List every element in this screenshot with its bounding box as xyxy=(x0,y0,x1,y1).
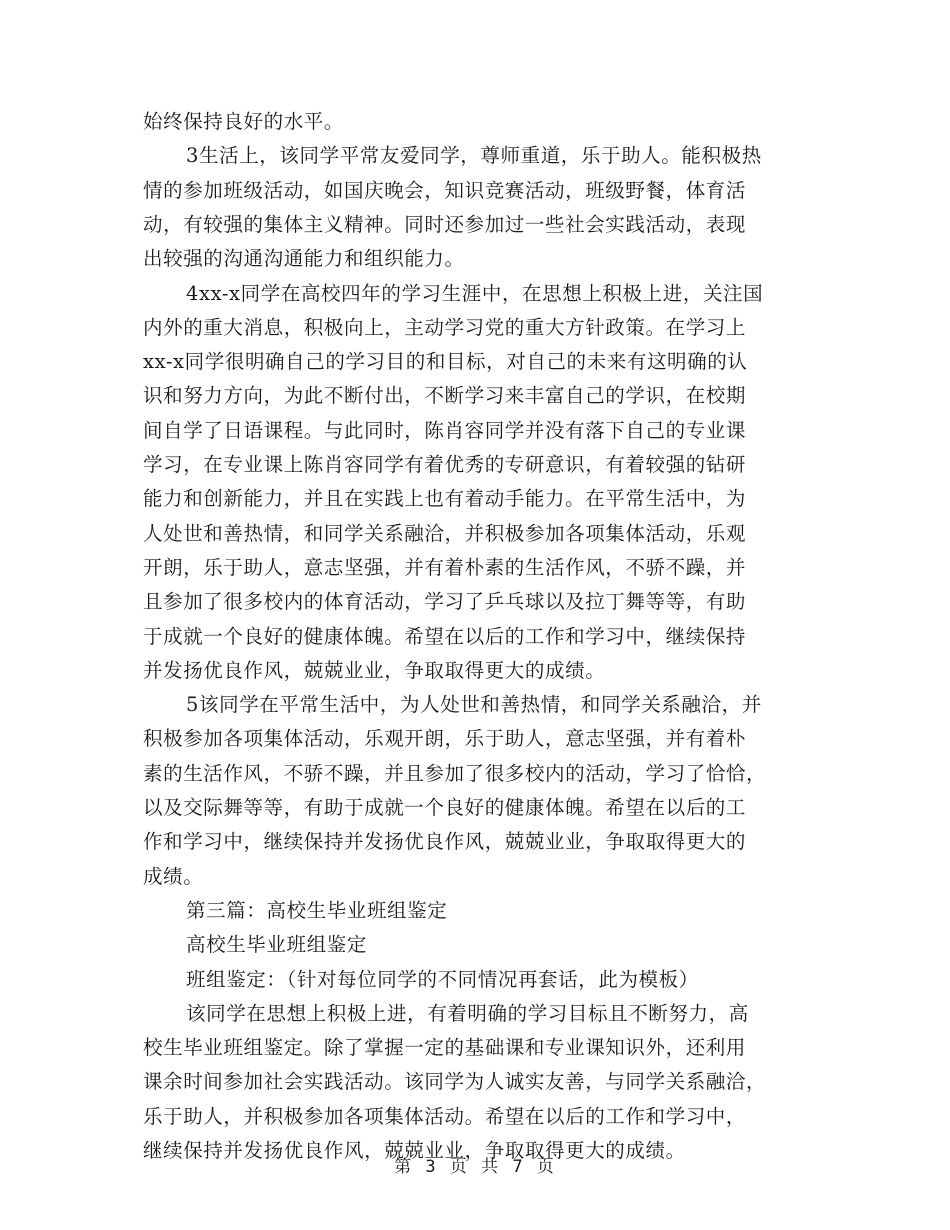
page-footer: 第 3 页 共 7 页 xyxy=(394,1157,556,1177)
text-line: 素的生活作风，不骄不躁，并且参加了很多校内的活动，学习了恰恰， xyxy=(143,761,767,785)
section-heading: 第三篇：高校生毕业班组鉴定 xyxy=(186,898,448,922)
text-line: 且参加了很多校内的体育活动，学习了乒乓球以及拉丁舞等等，有助 xyxy=(143,590,747,614)
text-line: 成绩。 xyxy=(143,864,204,888)
text-line: 人处世和善热情，和同学关系融洽，并积极参加各项集体活动，乐观 xyxy=(143,521,747,545)
text-line: 识和努力方向，为此不断付出，不断学习来丰富自己的学识，在校期 xyxy=(143,384,747,408)
text-line: 4xx-x同学在高校四年的学习生涯中，在思想上积极上进，关注国 xyxy=(186,281,764,305)
text-line: 3生活上，该同学平常友爱同学，尊师重道，乐于助人。能积极热 xyxy=(186,144,762,168)
text-line: 课余时间参加社会实践活动。该同学为人诚实友善，与同学关系融洽， xyxy=(143,1070,767,1094)
text-line: xx-x同学很明确自己的学习目的和目标，对自己的未来有这明确的认 xyxy=(143,350,748,374)
text-line: 以及交际舞等等，有助于成就一个良好的健康体魄。希望在以后的工 xyxy=(143,796,747,819)
text-line: 并发扬优良作风，兢兢业业，争取取得更大的成绩。 xyxy=(143,658,606,682)
text-line: 学习，在专业课上陈肖容同学有着优秀的专研意识，有着较强的钻研 xyxy=(143,453,747,476)
section-title: 高校生毕业班组鉴定 xyxy=(186,933,367,957)
text-line: 内外的重大消息，积极向上，主动学习党的重大方针政策。在学习上 xyxy=(143,315,747,339)
text-line: 开朗，乐于助人，意志坚强，并有着朴素的生活作风，不骄不躁，并 xyxy=(143,555,747,579)
text-line: 能力和创新能力，并且在实践上也有着动手能力。在平常生活中，为 xyxy=(143,487,747,511)
text-line: 校生毕业班组鉴定。除了掌握一定的基础课和专业课知识外，还利用 xyxy=(143,1036,747,1060)
text-line: 情的参加班级活动，如国庆晚会，知识竞赛活动，班级野餐，体育活 xyxy=(143,178,747,202)
text-line: 动，有较强的集体主义精神。同时还参加过一些社会实践活动，表现 xyxy=(143,212,747,236)
text-line: 始终保持良好的水平。 xyxy=(143,110,345,133)
text-line: 乐于助人，并积极参加各项集体活动。希望在以后的工作和学习中， xyxy=(143,1104,747,1128)
text-line: 5该同学在平常生活中，为人处世和善热情，和同学关系融洽，并 xyxy=(186,693,762,717)
text-line: 于成就一个良好的健康体魄。希望在以后的工作和学习中，继续保持 xyxy=(143,624,747,648)
text-line: 积极参加各项集体活动，乐观开朗，乐于助人，意志坚强，并有着朴 xyxy=(143,727,747,751)
text-line: 间自学了日语课程。与此同时，陈肖容同学并没有落下自己的专业课 xyxy=(143,418,747,442)
text-line: 班组鉴定：（针对每位同学的不同情况再套话，此为模板） xyxy=(186,967,699,991)
text-line: 该同学在思想上积极上进，有着明确的学习目标且不断努力，高 xyxy=(186,1001,749,1025)
text-line: 出较强的沟通沟通能力和组织能力。 xyxy=(143,247,465,271)
text-line: 继续保持并发扬优良作风，兢兢业业，争取取得更大的成绩。 xyxy=(143,1139,686,1162)
text-line: 作和学习中，继续保持并发扬优良作风，兢兢业业，争取取得更大的 xyxy=(143,830,747,854)
